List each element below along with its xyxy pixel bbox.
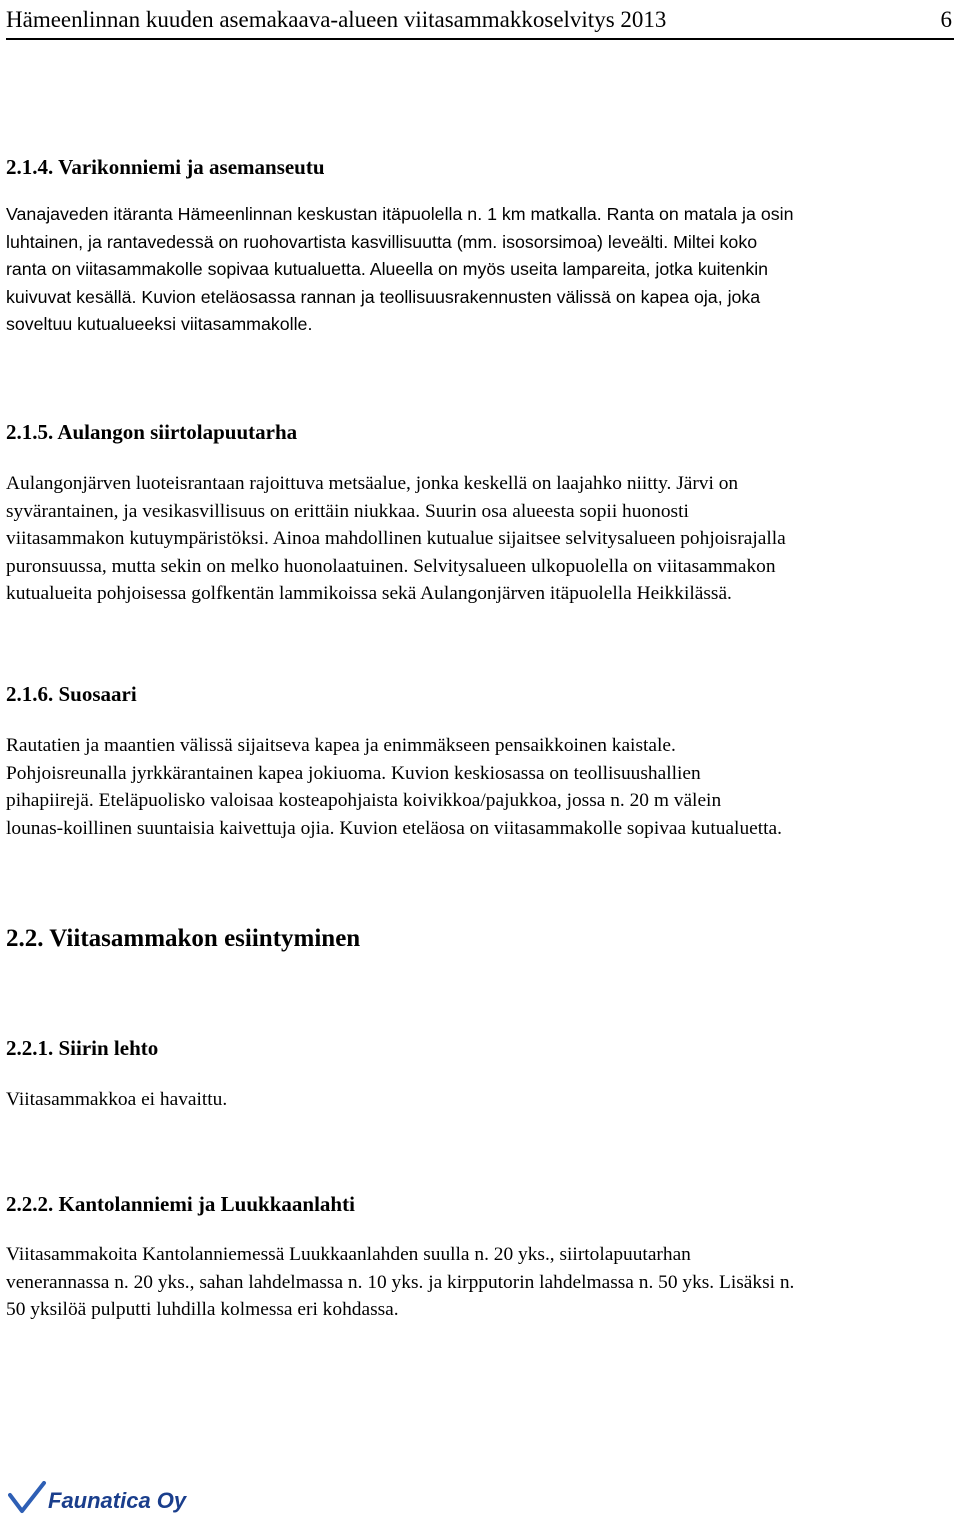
logo-graphic bbox=[8, 1481, 208, 1515]
document-title: Hämeenlinnan kuuden asemakaava-alueen viitasammakkoselvitys 2013 bbox=[6, 7, 667, 32]
text-line: syvärantainen, ja vesikasvillisuus on erittäin niukkaa. Suurin osa alueesta sopii huonosti bbox=[6, 500, 689, 522]
text-line: puronsuussa, mutta sekin on melko huonolaatuinen. Selvitysalueen ulkopuolella on viitasammakon bbox=[6, 555, 776, 577]
text-line: lounas-koillinen suuntaisia kaivettuja ojia. Kuvion eteläosa on viitasammakolle sopivaa kutualuetta. bbox=[6, 817, 782, 839]
text-line: Vanajaveden itäranta Hämeenlinnan keskustan itäpuolella n. 1 km matkalla. Ranta on matala ja osin bbox=[6, 204, 794, 224]
logo-text: Faunatica Oy bbox=[48, 1488, 187, 1513]
text-line: Viitasammakkoa ei havaittu. bbox=[6, 1089, 228, 1110]
heading-2-1-4: 2.1.4. Varikonniemi ja asemanseutu bbox=[6, 155, 325, 179]
text-line: ranta on viitasammakolle sopivaa kutualuetta. Alueella on myös useita lampareita, jotka kuitenkin bbox=[6, 259, 769, 280]
text-line: luhtainen, ja rantavedessä on ruohovartista kasvillisuutta (mm. isosorsimoa) leveälti. Miltei koko bbox=[6, 231, 758, 252]
paragraph-2-1-6 bbox=[6, 732, 782, 842]
logo-check-icon bbox=[10, 1483, 44, 1511]
text-line: 50 yksilöä pulputti luhdilla kolmessa eri kohdassa. bbox=[6, 1299, 399, 1321]
heading-2-2-2: 2.2.2. Kantolanniemi ja Luukkaanlahti bbox=[6, 1192, 355, 1216]
paragraph-2-1-5 bbox=[6, 470, 786, 608]
text-line: soveltuu kutualueeksi viitasammakolle. bbox=[6, 314, 313, 335]
heading-2-1-5: 2.1.5. Aulangon siirtolapuutarha bbox=[6, 420, 298, 444]
text-line: kuivuvat kesällä. Kuvion eteläosassa rannan ja teollisuusrakennusten välissä on kapea oja, joka bbox=[6, 286, 761, 307]
text-line: Aulangonjärven luoteisrantaan rajoittuva metsäalue, jonka keskellä on laajahko niitty. Järvi on bbox=[6, 473, 739, 494]
heading-2-2: 2.2. Viitasammakon esiintyminen bbox=[6, 925, 361, 952]
text-line: kutualueita pohjoisessa golfkentän lammikoissa sekä Aulangonjärven itäpuolella Heikkilässä. bbox=[6, 583, 732, 605]
text-line: Rautatien ja maantien välissä sijaitseva kapea ja enimmäkseen pensaikkoinen kaistale. bbox=[6, 735, 676, 756]
heading-2-2-1: 2.2.1. Siirin lehto bbox=[6, 1036, 159, 1060]
text-line: Viitasammakoita Kantolanniemessä Luukkaanlahden suulla n. 20 yks., siirtolapuutarhan bbox=[6, 1244, 691, 1265]
paragraph-2-2-1 bbox=[6, 1086, 227, 1114]
text-line: pihapiirejä. Eteläpuolisko valoisaa kosteapohjaista koivikkoa/pajukkoa, jossa n. 20 m välein bbox=[6, 790, 722, 812]
text-line: viitasammakon kutuympäristöksi. Ainoa mahdollinen kutualue sijaitsee selvitysalueen pohjoisrajalla bbox=[6, 528, 786, 550]
paragraph-2-1-4 bbox=[6, 201, 793, 339]
text-line: venerannassa n. 20 yks., sahan lahdelmassa n. 10 yks. ja kirpputorin lahdelmassa n. 50 yks. Lisäksi n. bbox=[6, 1271, 795, 1293]
paragraph-2-2-2 bbox=[6, 1241, 794, 1324]
text-line: Pohjoisreunalla jyrkkärantainen kapea jokiuoma. Kuvion keskiosassa on teollisuushallien bbox=[6, 762, 701, 784]
heading-2-1-6: 2.1.6. Suosaari bbox=[6, 682, 137, 706]
page-header bbox=[6, 4, 954, 40]
faunatica-logo bbox=[8, 1481, 208, 1515]
page-number: 6 bbox=[940, 7, 952, 32]
